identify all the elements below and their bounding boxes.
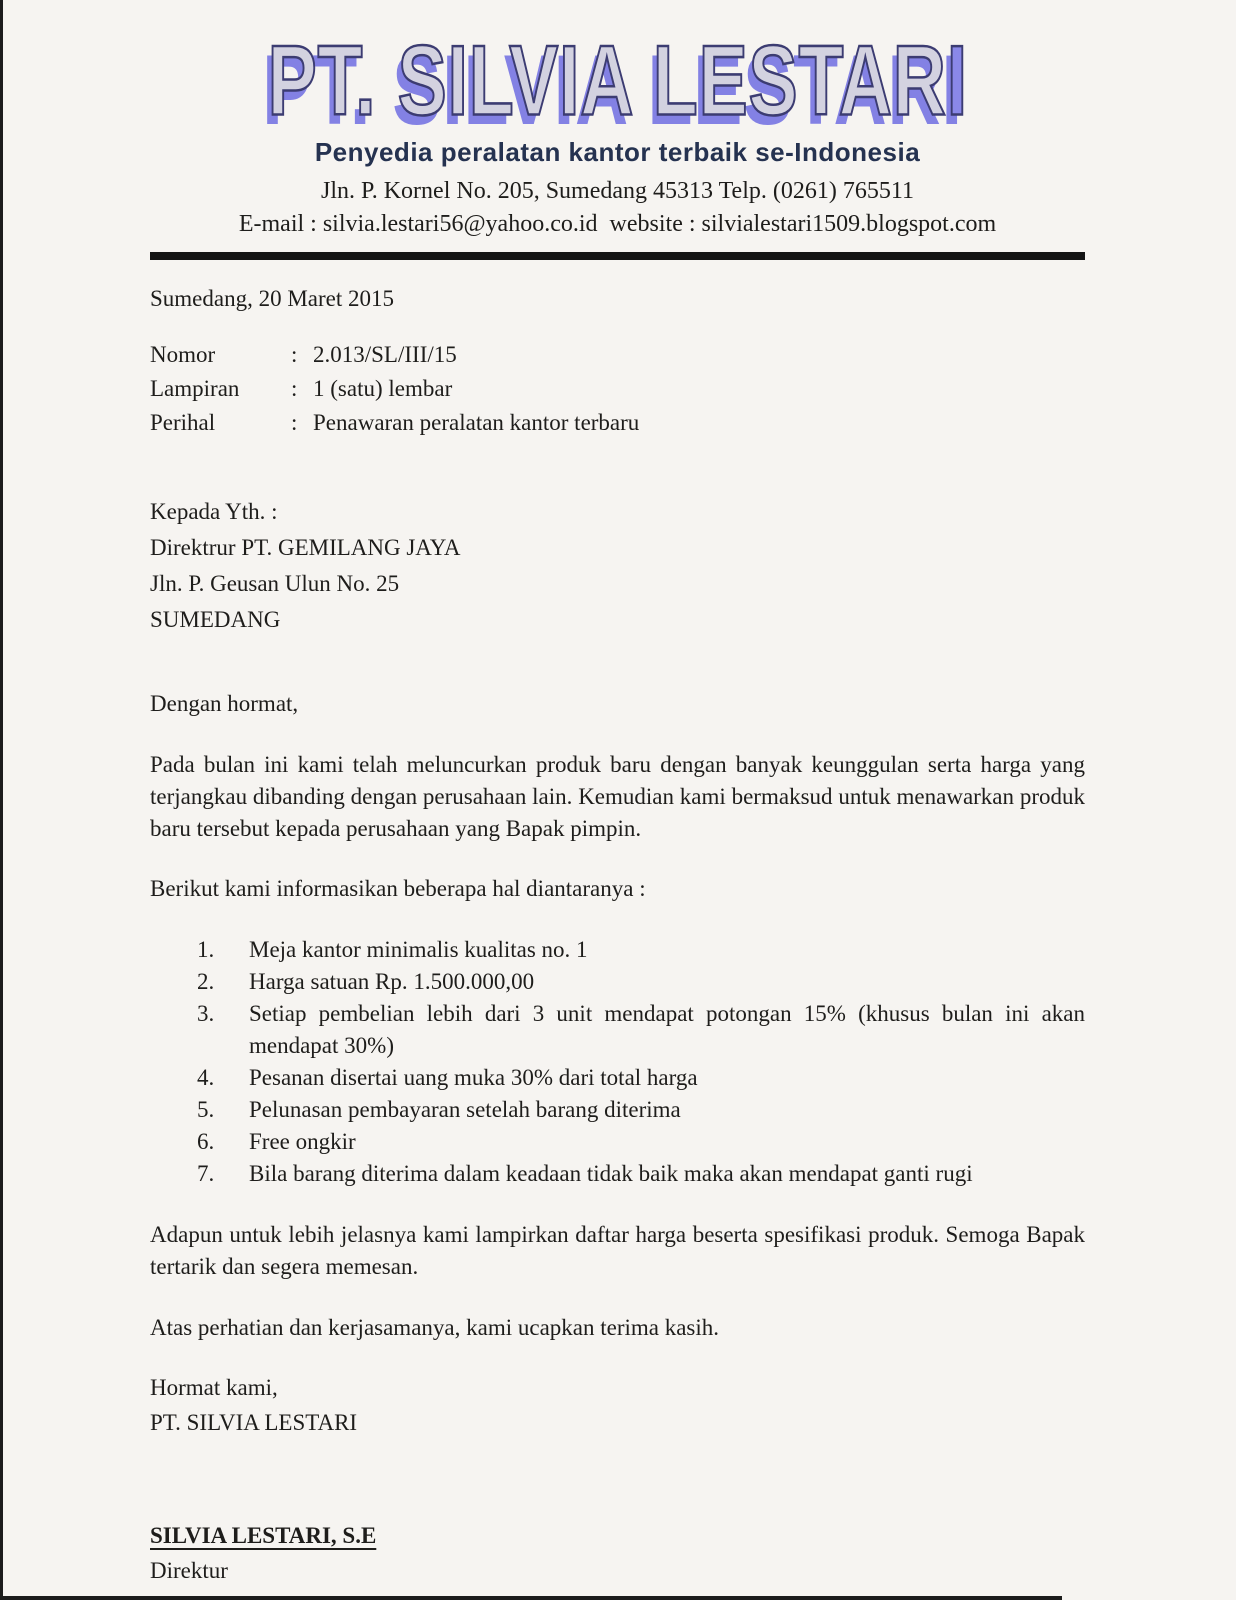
recipient-line: SUMEDANG	[150, 607, 281, 632]
paragraph-introduction: Pada bulan ini kami telah meluncurkan produk baru dengan banyak keunggulan serta harga yang terjangkau dibanding dengan perusahaan lain. Kemudian kami bermaksud untuk menawarkan produk baru tersebut kepada perusahaan yang Bapak pimpin.	[150, 752, 1085, 841]
letterhead-divider	[150, 252, 1085, 260]
list-item	[150, 1094, 1085, 1126]
list-item-text: Pelunasan pembayaran setelah barang diterima	[249, 1097, 681, 1122]
list-item	[150, 1126, 1085, 1158]
list-item-text: Bila barang diterima dalam keadaan tidak baik maka akan mendapat ganti rugi	[249, 1161, 973, 1186]
list-item-number: 1.	[197, 937, 215, 962]
meta-separator: :	[291, 376, 298, 401]
meta-row-nomor	[150, 338, 1085, 372]
meta-value: 2.013/SL/III/15	[313, 342, 457, 367]
list-item-number: 3.	[197, 1001, 215, 1026]
company-contact-line: E-mail : silvia.lestari56@yahoo.co.id website : silvialestari1509.blogspot.com	[238, 211, 997, 237]
list-item-text: Harga satuan Rp. 1.500.000,00	[249, 969, 535, 994]
meta-row-lampiran	[150, 372, 1085, 406]
company-logo-last-letter: I	[946, 24, 968, 137]
list-item-number: 7.	[197, 1161, 215, 1186]
list-item-text: Free ongkir	[249, 1129, 356, 1154]
closing-company: PT. SILVIA LESTARI	[150, 1410, 358, 1435]
scan-bottom-edge-line	[0, 1596, 1062, 1600]
list-item	[150, 934, 1085, 966]
paragraph-attachment: Adapun untuk lebih jelasnya kami lampirkan daftar harga beserta spesifikasi produk. Semoga Bapak tertarik dan segera memesan.	[150, 1222, 1085, 1279]
list-item-number: 4.	[197, 1065, 215, 1090]
list-item-number: 6.	[197, 1129, 215, 1154]
signer-name: SILVIA LESTARI, S.E	[150, 1523, 377, 1548]
paragraph-thanks: Atas perhatian dan kerjasamanya, kami ucapkan terima kasih.	[150, 1315, 720, 1340]
signer-title: Direktur	[150, 1558, 228, 1583]
meta-value: Penawaran peralatan kantor terbaru	[313, 410, 640, 435]
letter-meta	[150, 338, 1085, 440]
list-item	[150, 966, 1085, 998]
opening-salutation: Dengan hormat,	[150, 691, 299, 716]
recipient-salutation: Kepada Yth. :	[150, 499, 278, 524]
letterhead	[150, 24, 1085, 241]
meta-value: 1 (satu) lembar	[313, 376, 453, 401]
closing-salutation: Hormat kami,	[150, 1375, 278, 1400]
recipient-line: Jln. P. Geusan Ulun No. 25	[150, 571, 400, 596]
list-item	[150, 998, 1085, 1062]
recipient-block	[150, 494, 1085, 638]
offer-list	[150, 934, 1085, 1190]
list-item-text: Meja kantor minimalis kualitas no. 1	[249, 937, 588, 962]
list-item-number: 5.	[197, 1097, 215, 1122]
company-logo-text: PT. SILVIA LESTAR	[267, 24, 947, 137]
list-item	[150, 1158, 1085, 1190]
list-item-text: Pesanan disertai uang muka 30% dari total harga	[249, 1065, 698, 1090]
company-address-line: Jln. P. Kornel No. 205, Sumedang 45313 Telp. (0261) 765511	[321, 178, 914, 204]
meta-row-perihal	[150, 406, 1085, 440]
meta-label: Nomor	[150, 342, 216, 367]
meta-separator: :	[291, 410, 298, 435]
list-item	[150, 1062, 1085, 1094]
meta-label: Lampiran	[150, 376, 240, 401]
list-item-text: Setiap pembelian lebih dari 3 unit mendapat potongan 15% (khusus bulan ini akan mendapat 30%)	[249, 1001, 1085, 1058]
list-item-number: 2.	[197, 969, 215, 994]
recipient-line: Direktrur PT. GEMILANG JAYA	[150, 535, 461, 560]
company-logo	[267, 24, 968, 137]
meta-label: Perihal	[150, 410, 216, 435]
scan-left-edge-line	[0, 0, 3, 1600]
company-tagline: Penyedia peralatan kantor terbaik se-Indonesia	[314, 137, 921, 167]
meta-separator: :	[291, 342, 298, 367]
date-line: Sumedang, 20 Maret 2015	[150, 286, 395, 311]
closing-block	[150, 1370, 1085, 1440]
letter-body	[150, 283, 1085, 1587]
list-intro: Berikut kami informasikan beberapa hal diantaranya :	[150, 876, 646, 901]
